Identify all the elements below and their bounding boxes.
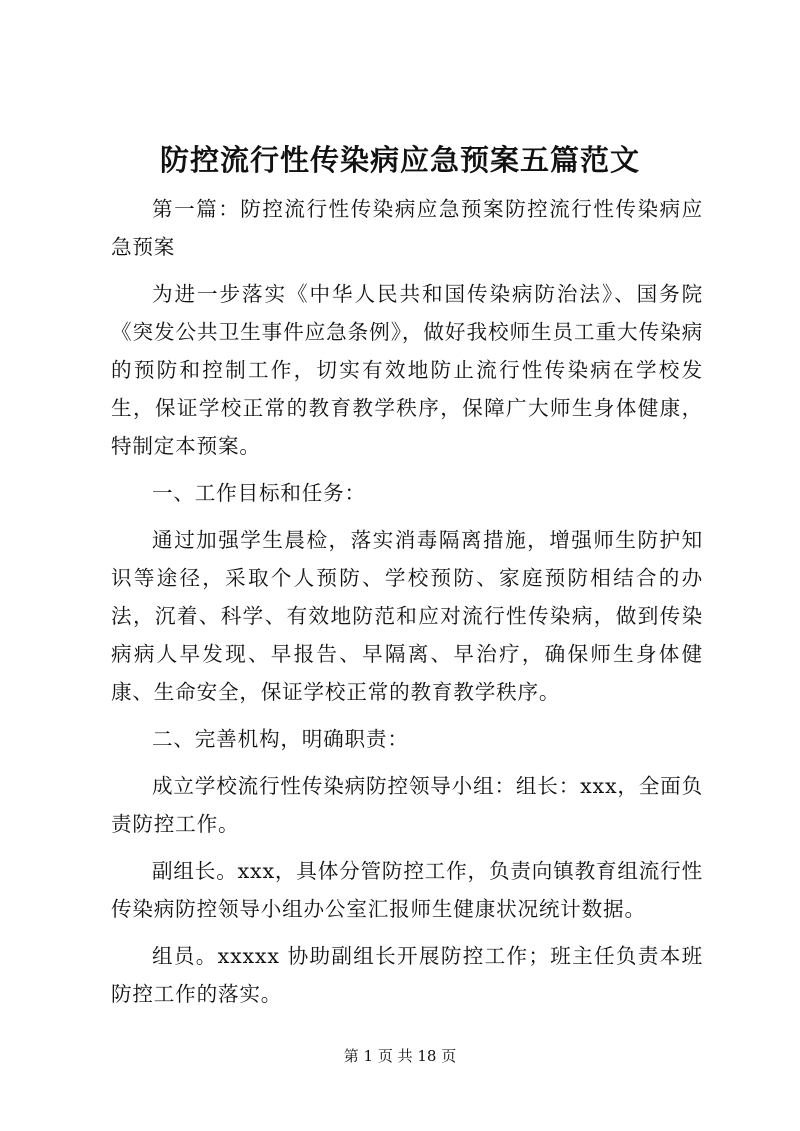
section-heading-goals: 一、工作目标和任务：	[152, 481, 366, 505]
paragraph-deputy-leader: 副组长。xxx，具体分管防控工作，负责向镇教育组流行性传染病防控领导小组办公室汇报师生健康状况统计数据。	[111, 859, 703, 921]
paragraph-intro: 为进一步落实《中华人民共和国传染病防治法》、国务院《突发公共卫生事件应急条例》，做好我校师生员工重大传染病的预防和控制工作，切实有效地防止流行性传染病在学校发生，保证学校正常的教育教学秩序，保障广大师生身体健康，特制定本预案。	[111, 282, 703, 458]
paragraph-goals: 通过加强学生晨检，落实消毒隔离措施，增强师生防护知识等途径，采取个人预防、学校预防、家庭预防相结合的办法，沉着、科学、有效地防范和应对流行性传染病，做到传染病病人早发现、早报告、早隔离、早治疗，确保师生身体健康、生命安全，保证学校正常的教育教学秩序。	[111, 528, 703, 704]
paragraph-leader: 成立学校流行性传染病防控领导小组：组长：xxx，全面负责防控工作。	[111, 774, 703, 836]
paragraph-chapter-heading: 第一篇：防控流行性传染病应急预案防控流行性传染病应急预案	[111, 197, 703, 259]
section-heading-organization: 二、完善机构，明确职责：	[152, 727, 409, 751]
document-body	[111, 190, 703, 1022]
paragraph-members: 组员。xxxxx 协助副组长开展防控工作；班主任负责本班防控工作的落实。	[111, 944, 703, 1006]
document-title: 防控流行性传染病应急预案五篇范文	[159, 143, 640, 177]
page-footer: 第 1 页 共 18 页	[343, 1047, 457, 1065]
